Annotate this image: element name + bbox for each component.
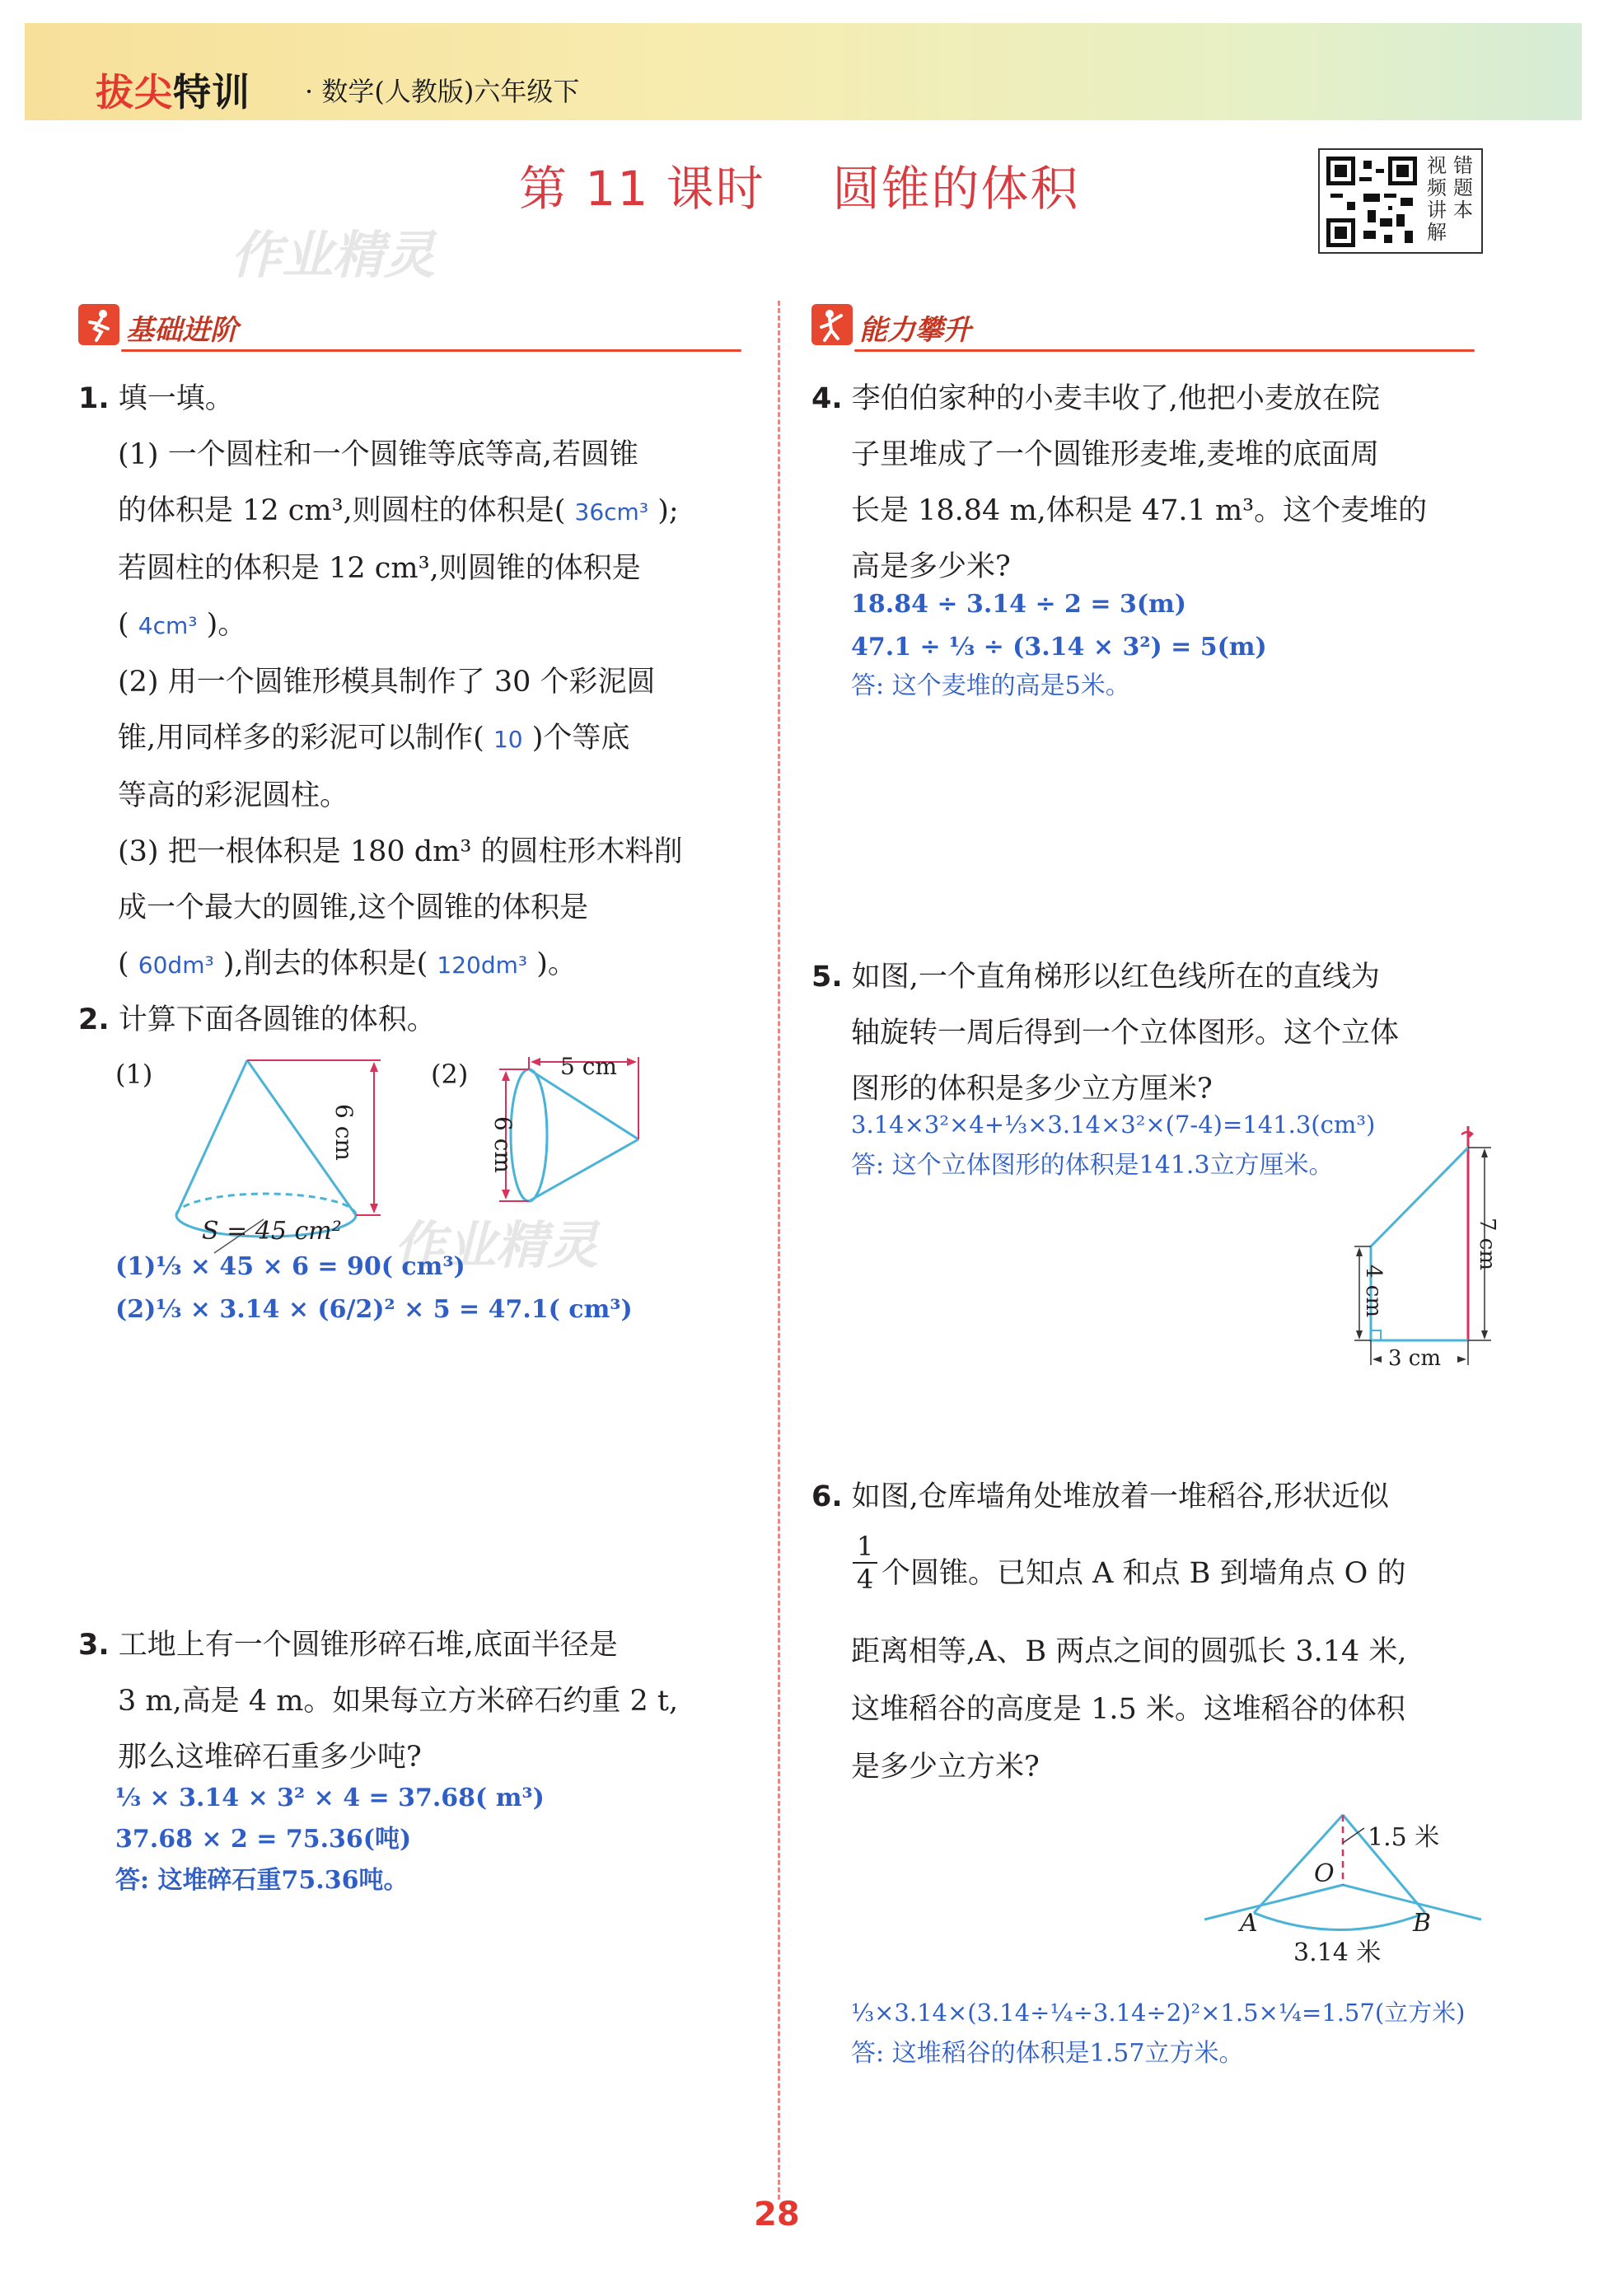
q5-answer-1: 3.14×3²×4+⅓×3.14×3²×(7-4)=141.3(cm³): [851, 1111, 1376, 1139]
section-advanced-label: 能力攀升: [859, 314, 971, 347]
answer-blank: 10: [493, 726, 523, 753]
trapezoid-height-left: 4 cm: [1361, 1265, 1386, 1318]
answer-blank: 4cm³: [138, 612, 198, 639]
question-number: 2.: [78, 1003, 110, 1036]
q3-answer-3: 答: 这堆碎石重75.36吨。: [115, 1866, 409, 1895]
trapezoid-height-right: 7 cm: [1475, 1218, 1499, 1271]
section-advanced: [811, 301, 1475, 352]
climber-icon: [811, 304, 853, 345]
q1-part3-line3: ( 60dm³ ),削去的体积是( 120dm³ )。: [118, 947, 577, 980]
question-1: [78, 371, 754, 994]
q2-answer-1: (1)⅓ × 45 × 6 = 90( cm³): [115, 1252, 465, 1281]
q6-line-2: 个圆锥。已知点 A 和点 B 到墙角点 O 的: [881, 1557, 1406, 1590]
question-stem: 填一填。: [118, 382, 234, 415]
question-number: 5.: [811, 961, 843, 994]
question-number: 6.: [811, 1480, 843, 1513]
q1-part2-line3: 等高的彩泥圆柱。: [118, 779, 349, 812]
q6-answer-1: ⅓×3.14×(3.14÷¼÷3.14÷2)²×1.5×¼=1.57(立方米): [851, 1999, 1466, 2027]
column-divider: [778, 301, 780, 2200]
q6-answer-2: 答: 这堆稻谷的体积是1.57立方米。: [851, 2039, 1244, 2068]
answer-blank: 60dm³: [138, 952, 214, 979]
answer-blank: 120dm³: [437, 952, 528, 979]
figure-2-label: (2): [431, 1059, 469, 1090]
grain-height-label: 1.5 米: [1368, 1823, 1440, 1852]
q4-answer-1: 18.84 ÷ 3.14 ÷ 2 = 3(m): [851, 590, 1186, 619]
q1-part1-line4: ( 4cm³ )。: [118, 608, 247, 641]
q3-answer-2: 37.68 × 2 = 75.36(吨): [115, 1825, 412, 1854]
q4-answer-2: 47.1 ÷ ⅓ ÷ (3.14 × 3²) = 5(m): [851, 633, 1267, 662]
section-basic-label: 基础进阶: [126, 314, 238, 347]
page-title: 第 11 课时 圆锥的体积: [519, 161, 1080, 217]
fraction-one-quarter: 1 4: [853, 1531, 877, 1595]
question-4: 4. 李伯伯家种的小麦丰收了,他把小麦放在院 子里堆成了一个圆锥形麦堆,麦堆的底面周 长是 18.84 m,体积是 47.1 m³。这个麦堆的 高是多少米?: [811, 382, 1428, 583]
question-2: [78, 992, 754, 1048]
q1-part3-line1: (3) 把一根体积是 180 dm³ 的圆柱形木料削: [118, 835, 683, 868]
qr-code-icon[interactable]: [1326, 157, 1417, 247]
figure-1-label: (1): [115, 1059, 153, 1090]
q2-answer-2: (2)⅓ × 3.14 × (6/2)² × 5 = 47.1( cm³): [115, 1295, 633, 1324]
trapezoid-width: 3 cm: [1388, 1346, 1442, 1371]
q4-answer-3: 答: 这个麦堆的高是5米。: [851, 671, 1130, 700]
figure-2-diameter: 6 cm: [489, 1116, 517, 1173]
q1-part3-line2: 成一个最大的圆锥,这个圆锥的体积是: [118, 891, 589, 924]
figure-2-height: 5 cm: [560, 1053, 617, 1080]
answer-blank: 36cm³: [574, 498, 649, 526]
q1-part2-line2: 锥,用同样多的彩泥可以制作( 10 )个等底: [118, 722, 630, 755]
point-o-label: O: [1314, 1859, 1335, 1888]
figure-1-height: 6 cm: [330, 1104, 358, 1161]
runner-icon: [78, 304, 119, 345]
qr-label-errors: 错题本: [1453, 154, 1473, 222]
q1-part1-line3: 若圆柱的体积是 12 cm³,则圆锥的体积是: [118, 552, 641, 585]
q1-part1-line1: (1) 一个圆柱和一个圆锥等底等高,若圆锥: [118, 438, 638, 471]
section-basic: [78, 301, 741, 352]
watermark: 作业精灵: [394, 1215, 599, 1275]
brand-red: 拔尖: [96, 70, 173, 115]
figure-1-area: S = 45 cm²: [202, 1217, 342, 1246]
brand-logo: [96, 63, 250, 117]
qr-code-block[interactable]: [1318, 148, 1483, 254]
q1-part2-line1: (2) 用一个圆锥形模具制作了 30 个彩泥圆: [118, 666, 656, 699]
page-number: 28: [754, 2195, 800, 2233]
section-rule: [121, 349, 741, 352]
watermark: 作业精灵: [231, 225, 436, 285]
book-subtitle: · 数学(人教版)六年级下: [305, 76, 580, 107]
q5-answer-2: 答: 这个立体图形的体积是141.3立方厘米。: [851, 1151, 1334, 1180]
brand-black: 特训: [173, 70, 250, 115]
section-rule: [854, 349, 1475, 352]
qr-label-video: 视频讲解: [1427, 154, 1447, 244]
question-number: 4.: [811, 382, 843, 415]
question-number: 3.: [78, 1629, 110, 1662]
question-3: 3. 工地上有一个圆锥形碎石堆,底面半径是 3 m,高是 4 m。如果每立方米碎石约重 2 t, 那么这堆碎石重多少吨?: [78, 1629, 679, 1774]
header-band: [25, 23, 1582, 120]
arc-length-label: 3.14 米: [1293, 1938, 1382, 1967]
q3-answer-1: ⅓ × 3.14 × 3² × 4 = 37.68( m³): [115, 1784, 545, 1812]
question-6: 6. 如图,仓库墙角处堆放着一堆稻谷,形状近似: [811, 1480, 1390, 1513]
question-number: 1.: [78, 382, 110, 415]
q1-part1-line2: 的体积是 12 cm³,则圆柱的体积是( 36cm³ );: [118, 494, 679, 527]
question-stem: 计算下面各圆锥的体积。: [118, 1003, 436, 1036]
question-6-cont: 距离相等,A、B 两点之间的圆弧长 3.14 米, 这堆稻谷的高度是 1.5 米。这堆稻谷的体积 是多少立方米?: [851, 1635, 1407, 1784]
question-5: 5. 如图,一个直角梯形以红色线所在的直线为 轴旋转一周后得到一个立体图形。这个立体 图形的体积是多少立方厘米?: [811, 961, 1400, 1106]
point-a-label: A: [1240, 1909, 1258, 1938]
point-b-label: B: [1413, 1909, 1432, 1938]
